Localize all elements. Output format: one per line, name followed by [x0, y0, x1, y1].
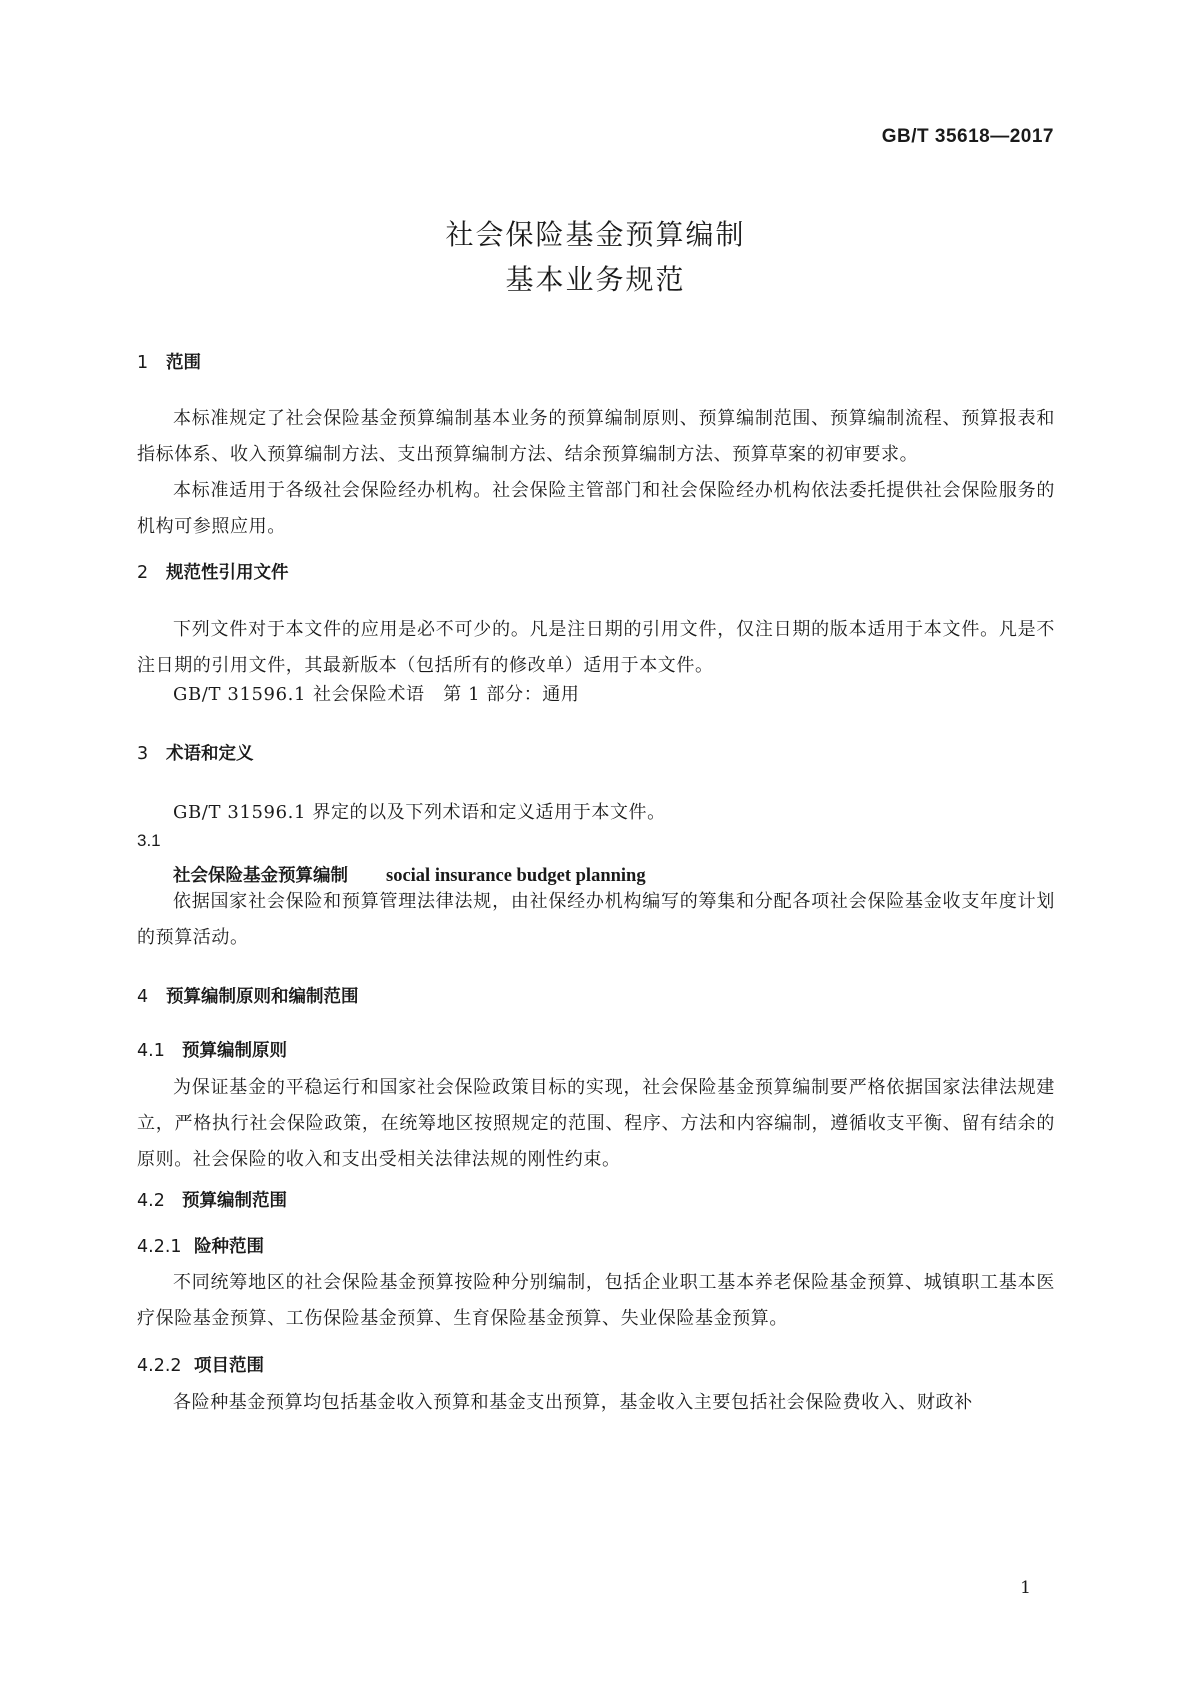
section-number: 3	[137, 744, 149, 764]
reference-title: 社会保险术语 第 1 部分：通用	[313, 684, 580, 705]
section-4-2-2-heading	[137, 1352, 264, 1377]
term-chinese: 社会保险基金预算编制	[173, 866, 348, 886]
section-2-heading	[137, 559, 289, 584]
section-number: 2	[137, 563, 149, 583]
reference-code: GB/T 31596.1	[173, 684, 307, 705]
standard-number: GB/T 35618—2017	[881, 126, 1054, 147]
section-number: 4.2.1	[137, 1237, 182, 1257]
section-4-2-2-paragraph: 各险种基金预算均包括基金收入预算和基金支出预算，基金收入主要包括社会保险费收入、财政补	[173, 1392, 973, 1413]
section-4-2-1-paragraph: 不同统筹地区的社会保险基金预算按险种分别编制，包括企业职工基本养老保险基金预算、城镇职工基本医疗保险基金预算、工伤保险基金预算、生育保险基金预算、失业保险基金预算。	[137, 1272, 1055, 1329]
document-title-line1: 社会保险基金预算编制	[445, 218, 746, 251]
section-title: 项目范围	[194, 1356, 264, 1376]
page-number: 1	[1020, 1578, 1031, 1598]
section-2-paragraph-1: 下列文件对于本文件的应用是必不可少的。凡是注日期的引用文件，仅注日期的版本适用于本文件。凡是不注日期的引用文件，其最新版本（包括所有的修改单）适用于本文件。	[137, 619, 1055, 676]
term-english: social insurance budget planning	[386, 866, 646, 886]
section-4-1-heading	[137, 1037, 287, 1062]
normative-reference	[173, 680, 580, 706]
section-title: 范围	[166, 353, 201, 373]
section-number: 4.2.2	[137, 1356, 182, 1376]
section-4-1-paragraph: 为保证基金的平稳运行和国家社会保险政策目标的实现，社会保险基金预算编制要严格依据国家法律法规建立，严格执行社会保险政策，在统筹地区按照规定的范围、程序、方法和内容编制，遵循收支平衡、留有结余的原则。社会保险的收入和支出受相关法律法规的刚性约束。	[137, 1077, 1055, 1170]
section-title: 预算编制原则和编制范围	[166, 987, 359, 1007]
section-3-paragraph-1: GB/T 31596.1 界定的以及下列术语和定义适用于本文件。	[173, 802, 666, 823]
section-1-paragraph-1: 本标准规定了社会保险基金预算编制基本业务的预算编制原则、预算编制范围、预算编制流程、预算报表和指标体系、收入预算编制方法、支出预算编制方法、结余预算编制方法、预算草案的初审要求。	[137, 408, 1055, 465]
section-title: 预算编制范围	[182, 1191, 287, 1211]
section-title: 险种范围	[194, 1237, 264, 1257]
section-4-2-heading	[137, 1187, 287, 1212]
section-4-heading	[137, 983, 359, 1008]
section-1-heading	[137, 349, 201, 374]
section-title: 预算编制原则	[182, 1041, 287, 1061]
section-1-paragraph-2: 本标准适用于各级社会保险经办机构。社会保险主管部门和社会保险经办机构依法委托提供社会保险服务的机构可参照应用。	[137, 480, 1055, 537]
section-number: 1	[137, 353, 149, 373]
section-title: 术语和定义	[166, 744, 254, 764]
section-4-2-1-heading	[137, 1233, 264, 1258]
section-number: 4.2	[137, 1191, 165, 1211]
term-definition: 依据国家社会保险和预算管理法律法规，由社保经办机构编写的筹集和分配各项社会保险基金收支年度计划的预算活动。	[137, 891, 1055, 948]
section-3-heading	[137, 740, 254, 765]
term-number: 3.1	[137, 831, 161, 850]
section-number: 4	[137, 987, 149, 1007]
document-title-line2: 基本业务规范	[505, 263, 686, 296]
section-title: 规范性引用文件	[166, 563, 289, 583]
section-number: 4.1	[137, 1041, 165, 1061]
